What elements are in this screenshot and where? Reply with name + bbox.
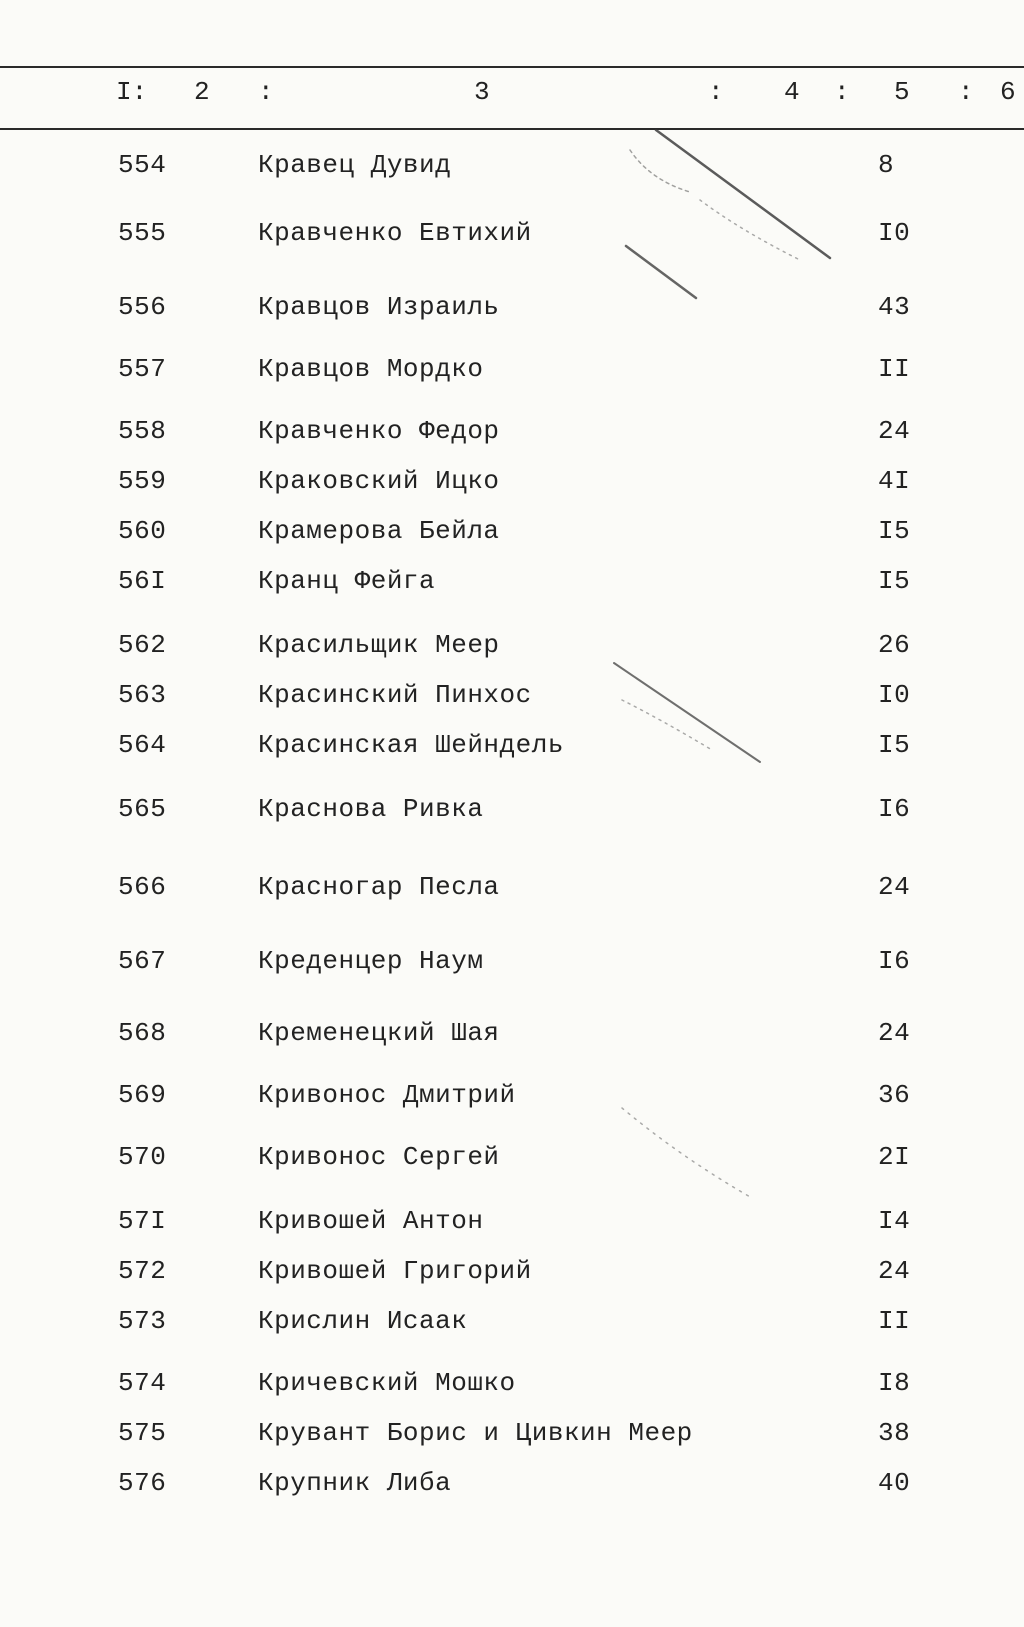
record-value: 24	[878, 872, 911, 902]
person-name: Краковский Ицко	[258, 466, 500, 496]
table-row	[0, 1254, 1024, 1288]
table-row	[0, 216, 1024, 250]
record-number: 565	[118, 794, 167, 824]
person-name: Красинский Пинхос	[258, 680, 532, 710]
person-name: Кривошей Антон	[258, 1206, 484, 1236]
person-name: Кравченко Евтихий	[258, 218, 532, 248]
table-row	[0, 148, 1024, 182]
person-name: Красинская Шейндель	[258, 730, 564, 760]
record-value: I8	[878, 1368, 911, 1398]
record-number: 576	[118, 1468, 167, 1498]
record-number: 564	[118, 730, 167, 760]
person-name: Кранц Фейга	[258, 566, 436, 596]
table-row	[0, 414, 1024, 448]
record-value: I4	[878, 1206, 911, 1236]
person-name: Крувант Борис и Цивкин Меер	[258, 1418, 693, 1448]
record-number: 572	[118, 1256, 167, 1286]
header-separator-1: :	[258, 77, 274, 107]
record-number: 57I	[118, 1206, 167, 1236]
record-value: II	[878, 354, 911, 384]
table-row	[0, 944, 1024, 978]
table-row	[0, 464, 1024, 498]
record-number: 574	[118, 1368, 167, 1398]
record-number: 563	[118, 680, 167, 710]
person-name: Кричевский Мошко	[258, 1368, 516, 1398]
table-row	[0, 290, 1024, 324]
table-row	[0, 564, 1024, 598]
record-value: 40	[878, 1468, 911, 1498]
header-top-rule	[0, 66, 1024, 68]
record-number: 555	[118, 218, 167, 248]
record-value: I0	[878, 218, 911, 248]
record-number: 554	[118, 150, 167, 180]
table-row	[0, 628, 1024, 662]
record-number: 566	[118, 872, 167, 902]
person-name: Крамерова Бейла	[258, 516, 500, 546]
person-name: Краснова Ривка	[258, 794, 484, 824]
record-value: I6	[878, 794, 911, 824]
header-separator-4: :	[958, 77, 974, 107]
header-col-2: 2	[194, 77, 210, 107]
table-row	[0, 870, 1024, 904]
person-name: Кравченко Федор	[258, 416, 500, 446]
record-number: 560	[118, 516, 167, 546]
header-separator-2: :	[708, 77, 724, 107]
record-number: 56I	[118, 566, 167, 596]
table-row	[0, 678, 1024, 712]
record-number: 557	[118, 354, 167, 384]
table-row	[0, 1078, 1024, 1112]
record-number: 568	[118, 1018, 167, 1048]
table-row	[0, 1016, 1024, 1050]
record-value: 24	[878, 416, 911, 446]
table-row	[0, 514, 1024, 548]
person-name: Кравцов Мордко	[258, 354, 484, 384]
table-row	[0, 1204, 1024, 1238]
table-row	[0, 1140, 1024, 1174]
person-name: Кравец Дувид	[258, 150, 452, 180]
record-number: 558	[118, 416, 167, 446]
header-separator-3: :	[834, 77, 850, 107]
record-value: I0	[878, 680, 911, 710]
record-number: 569	[118, 1080, 167, 1110]
header-bottom-rule	[0, 128, 1024, 130]
person-name: Кременецкий Шая	[258, 1018, 500, 1048]
record-number: 556	[118, 292, 167, 322]
person-name: Кривонос Сергей	[258, 1142, 500, 1172]
table-row	[0, 1304, 1024, 1338]
record-value: 4I	[878, 466, 911, 496]
person-name: Красногар Песла	[258, 872, 500, 902]
record-value: I5	[878, 566, 911, 596]
record-value: I6	[878, 946, 911, 976]
person-name: Крислин Исаак	[258, 1306, 468, 1336]
person-name: Крупник Либа	[258, 1468, 452, 1498]
record-value: 43	[878, 292, 911, 322]
table-row	[0, 1416, 1024, 1450]
person-name: Креденцер Наум	[258, 946, 484, 976]
record-value: 24	[878, 1256, 911, 1286]
record-value: 24	[878, 1018, 911, 1048]
record-number: 567	[118, 946, 167, 976]
record-number: 559	[118, 466, 167, 496]
table-row	[0, 1466, 1024, 1500]
header-col-6: 6	[1000, 77, 1016, 107]
header-col-5: 5	[894, 77, 910, 107]
record-value: I5	[878, 730, 911, 760]
record-value: II	[878, 1306, 911, 1336]
record-number: 570	[118, 1142, 167, 1172]
record-value: I5	[878, 516, 911, 546]
person-name: Кривошей Григорий	[258, 1256, 532, 1286]
record-number: 575	[118, 1418, 167, 1448]
record-value: 38	[878, 1418, 911, 1448]
record-number: 573	[118, 1306, 167, 1336]
table-row	[0, 728, 1024, 762]
header-col-3: 3	[474, 77, 490, 107]
table-row	[0, 792, 1024, 826]
table-row	[0, 1366, 1024, 1400]
person-name: Кривонос Дмитрий	[258, 1080, 516, 1110]
record-value: 8	[878, 150, 895, 180]
header-col-4: 4	[784, 77, 800, 107]
header-col-1: I:	[116, 77, 148, 107]
record-value: 36	[878, 1080, 911, 1110]
record-value: 26	[878, 630, 911, 660]
record-value: 2I	[878, 1142, 911, 1172]
person-name: Красильщик Меер	[258, 630, 500, 660]
table-row	[0, 352, 1024, 386]
person-name: Кравцов Израиль	[258, 292, 500, 322]
record-number: 562	[118, 630, 167, 660]
